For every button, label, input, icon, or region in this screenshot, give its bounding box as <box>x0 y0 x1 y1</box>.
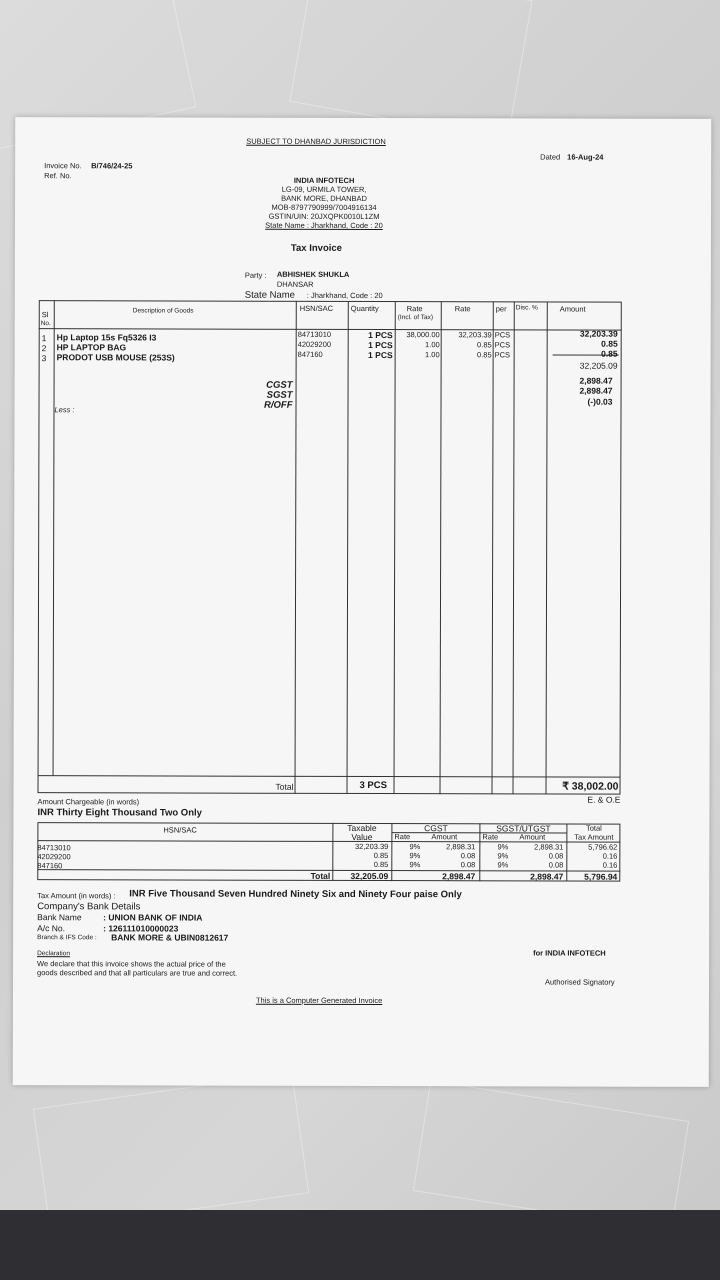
row-desc: PRODOT USB MOUSE (253S) <box>56 352 175 363</box>
seller-mob: MOB-8797790999/7004916134 <box>271 202 377 213</box>
tt-h-sgst: SGST/UTGST <box>496 823 551 834</box>
invoice-no: B/746/24-25 <box>91 161 133 171</box>
tax-words-label: Tax Amount (in words) : <box>37 891 116 901</box>
computer-generated-note: This is a Computer Generated Invoice <box>255 995 383 1006</box>
invoice-no-label: Invoice No. <box>44 161 82 171</box>
tax-label-sgst: SGST <box>266 389 293 401</box>
tax-amount-roff: (-)0.03 <box>587 396 613 407</box>
row-per: PCS <box>494 350 511 360</box>
tt-crate: 9% <box>409 842 421 852</box>
row-per: PCS <box>494 330 511 340</box>
tt-h-srate: Rate <box>482 832 499 842</box>
row-qty: 1 PCS <box>368 340 393 351</box>
tax-amount-cgst: 2,898.47 <box>579 375 613 386</box>
tt-samt: 0.08 <box>548 860 564 870</box>
tt-h-crate: Rate <box>394 832 411 842</box>
bank-ac: : 126111010000023 <box>103 923 179 934</box>
invoice-paper <box>13 117 712 1087</box>
row-sl: 1 <box>41 333 47 344</box>
tt-total-value: 32,205.09 <box>350 870 389 882</box>
tt-total-samt: 2,898.47 <box>530 871 564 882</box>
th-no: No. <box>40 320 51 328</box>
row-amount: 32,203.39 <box>579 328 618 339</box>
row-amount: 0.85 <box>601 348 618 359</box>
tt-value: 0.85 <box>373 860 389 870</box>
tt-h-taxable: Taxable <box>347 822 377 834</box>
subtotal: 32,205.09 <box>579 360 618 371</box>
tt-samt: 2,898.31 <box>534 842 564 852</box>
row-amount: 0.85 <box>601 338 618 349</box>
tt-h-hsn: HSN/SAC <box>163 825 197 835</box>
tax-words: INR Five Thousand Seven Hundred Ninety Six and Ninety Four paise Only <box>129 888 462 901</box>
th-per: per <box>495 304 507 314</box>
th-desc: Description of Goods <box>132 307 194 315</box>
party-city: DHANSAR <box>276 279 314 289</box>
tt-h-camt: Amount <box>431 832 458 842</box>
tt-total-label: Total <box>310 870 331 881</box>
row-rate-incl: 38,000.00 <box>406 330 440 340</box>
seller-addr2: BANK MORE, DHANBAD <box>281 193 367 204</box>
party-name: ABHISHEK SHUKLA <box>276 269 350 279</box>
for-company: for INDIA INFOTECH <box>533 948 606 958</box>
seller-addr1: LG-09, URMILA TOWER, <box>281 184 367 195</box>
doc-title: Tax Invoice <box>290 242 342 254</box>
party-label: Party : <box>244 270 267 280</box>
eoe: E. & O.E <box>587 794 621 805</box>
row-per: PCS <box>494 340 511 350</box>
goods-table <box>37 300 621 795</box>
total-amount: ₹ 38,002.00 <box>562 780 619 793</box>
tt-srate: 9% <box>497 842 509 852</box>
tt-h-value: Value <box>351 831 373 843</box>
tax-label-cgst: CGST <box>266 379 293 391</box>
row-qty: 1 PCS <box>368 350 393 361</box>
authorised-signatory: Authorised Signatory <box>544 977 615 987</box>
tt-h-cgst: CGST <box>424 823 448 834</box>
row-rate: 0.85 <box>477 350 492 360</box>
amount-words: INR Thirty Eight Thousand Two Only <box>37 807 202 819</box>
bank-title: Company's Bank Details <box>37 901 141 913</box>
dated-value: 16-Aug-24 <box>567 152 604 162</box>
bank-branch: BANK MORE & UBIN0812617 <box>111 932 229 943</box>
party-state: : Jharkhand, Code : 20 <box>306 290 383 301</box>
th-incl-tax: (Incl. of Tax) <box>397 314 434 322</box>
seller-name: INDIA INFOTECH <box>293 175 355 185</box>
tt-total: 0.16 <box>602 851 618 861</box>
th-amount: Amount <box>559 304 586 314</box>
bank-branch-label: Branch & IFS Code : <box>37 934 97 942</box>
tt-hsn: 847160 <box>37 861 63 871</box>
tax-label-roff: R/OFF <box>264 399 293 411</box>
row-sl: 3 <box>41 353 47 364</box>
declaration-title: Declaration <box>37 950 70 958</box>
tt-camt: 2,898.31 <box>446 842 476 852</box>
tt-total: 5,796.62 <box>588 842 618 852</box>
row-rate: 32,203.39 <box>458 330 492 340</box>
th-sl: Sl <box>41 310 49 320</box>
amount-words-label: Amount Chargeable (in words) <box>37 797 140 807</box>
tt-samt: 0.08 <box>548 851 564 861</box>
row-rate-incl: 1.00 <box>425 350 440 360</box>
th-rate-incl: Rate <box>406 304 423 314</box>
seller-state: State Name : Jharkhand, Code : 20 <box>265 220 383 231</box>
row-hsn: 84713010 <box>297 329 332 339</box>
tt-hsn: 42029200 <box>37 852 71 862</box>
tt-camt: 0.08 <box>460 851 476 861</box>
jurisdiction-text: SUBJECT TO DHANBAD JURISDICTION <box>246 136 386 147</box>
th-disc: Disc. % <box>515 304 538 312</box>
row-hsn: 42029200 <box>297 339 332 349</box>
tt-hsn: 84713010 <box>37 843 71 853</box>
row-rate-incl: 1.00 <box>425 340 440 350</box>
tt-total-camt: 2,898.47 <box>442 871 476 882</box>
bank-ac-label: A/c No. <box>37 923 66 934</box>
dated-label: Dated <box>540 152 561 162</box>
tt-total: 0.16 <box>602 860 618 870</box>
ref-no-label: Ref. No. <box>44 171 72 181</box>
row-rate: 0.85 <box>477 340 492 350</box>
row-qty: 1 PCS <box>368 330 393 341</box>
tt-srate: 9% <box>497 860 509 870</box>
row-hsn: 847160 <box>297 349 323 359</box>
total-qty: 3 PCS <box>359 779 388 792</box>
tt-h-samt: Amount <box>519 832 546 842</box>
tt-srate: 9% <box>497 851 509 861</box>
seller-block <box>239 176 409 230</box>
th-qty: Quantity <box>350 303 379 314</box>
tt-h-total: Total <box>585 823 602 833</box>
row-desc: Hp Laptop 15s Fq5326 I3 <box>56 332 157 343</box>
tt-crate: 9% <box>409 860 421 870</box>
less-label: Less : <box>54 405 75 415</box>
row-sl: 2 <box>41 343 47 354</box>
seller-gstin: GSTIN/UIN: 20JXQPK0010L1ZM <box>268 211 380 222</box>
tt-value: 0.85 <box>373 851 389 861</box>
declaration-line2: goods described and that all particulars are true and correct. <box>37 968 238 978</box>
declaration-line1: We declare that this invoice shows the actual price of the <box>37 959 226 969</box>
bank-name: : UNION BANK OF INDIA <box>103 912 203 923</box>
floor-tile <box>33 1072 309 1229</box>
tt-total-tax: 5,796.94 <box>584 871 618 882</box>
tt-crate: 9% <box>409 851 421 861</box>
party-state-label: State Name <box>244 289 295 301</box>
total-label: Total <box>275 781 294 792</box>
row-desc: HP LAPTOP BAG <box>56 342 127 353</box>
dark-edge <box>0 1210 720 1280</box>
tt-camt: 0.08 <box>460 860 476 870</box>
tax-amount-sgst: 2,898.47 <box>579 385 613 396</box>
tt-value: 32,203.39 <box>354 841 389 852</box>
tt-h-taxamt: Tax Amount <box>574 832 614 842</box>
th-hsn: HSN/SAC <box>299 303 334 313</box>
th-rate: Rate <box>454 304 471 314</box>
bank-name-label: Bank Name <box>37 912 82 923</box>
